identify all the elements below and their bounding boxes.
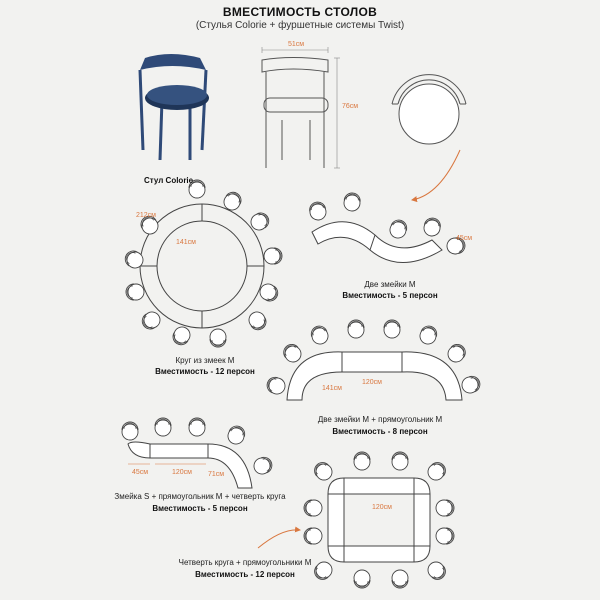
snakes-rect-dim-141: 141см <box>322 385 342 392</box>
chair-drawing-side <box>262 47 340 168</box>
layout-square-capacity: Вместимость - 12 персон <box>195 570 295 579</box>
chair-width-label: 51см <box>288 41 305 48</box>
layout-square-name: Четверть круга + прямоугольники M <box>178 558 312 567</box>
layout-two-snakes <box>312 222 442 263</box>
arrow-icon <box>258 530 300 548</box>
chair-height-label: 76см <box>342 103 359 110</box>
layout-square <box>328 478 430 562</box>
layout-srq-name: Змейка S + прямоугольник M + четверть круга <box>114 492 286 501</box>
page-subtitle: (Стулья Colorie + фуршетные системы Twist) <box>195 20 405 31</box>
layout-snake-rect-quarter <box>128 442 252 488</box>
page-title: ВМЕСТИМОСТЬ СТОЛОВ <box>222 5 378 19</box>
srq-dim-120: 120см <box>172 469 192 476</box>
layout-ring-name: Круг из змеек M <box>175 356 235 365</box>
layout-snakes-rect <box>287 352 462 400</box>
snakes-rect-dim-120: 120см <box>362 379 382 386</box>
chair-photo <box>140 54 209 160</box>
arrow-icon <box>412 150 460 200</box>
layout-two-snakes-capacity: Вместимость - 5 персон <box>342 291 438 300</box>
chair-name: Стул Colorie <box>144 176 194 185</box>
ring-dim-141: 141см <box>176 239 196 246</box>
layout-snakes-rect-capacity: Вместимость - 8 персон <box>332 427 428 436</box>
two-snakes-dim-45: 45см <box>456 235 473 242</box>
srq-dim-45: 45см <box>132 469 149 476</box>
layout-ring-capacity: Вместимость - 12 персон <box>155 367 255 376</box>
layout-ring <box>140 204 264 328</box>
ring-dim-212: 212см <box>136 212 156 219</box>
chair-drawing-top <box>392 75 466 144</box>
square-dim-120: 120см <box>372 504 392 511</box>
layout-two-snakes-name: Две змейки M <box>364 280 416 289</box>
layout-snakes-rect-name: Две змейки M + прямоугольник M <box>317 415 443 424</box>
srq-dim-71: 71см <box>208 471 225 478</box>
layout-srq-capacity: Вместимость - 5 персон <box>152 504 248 513</box>
